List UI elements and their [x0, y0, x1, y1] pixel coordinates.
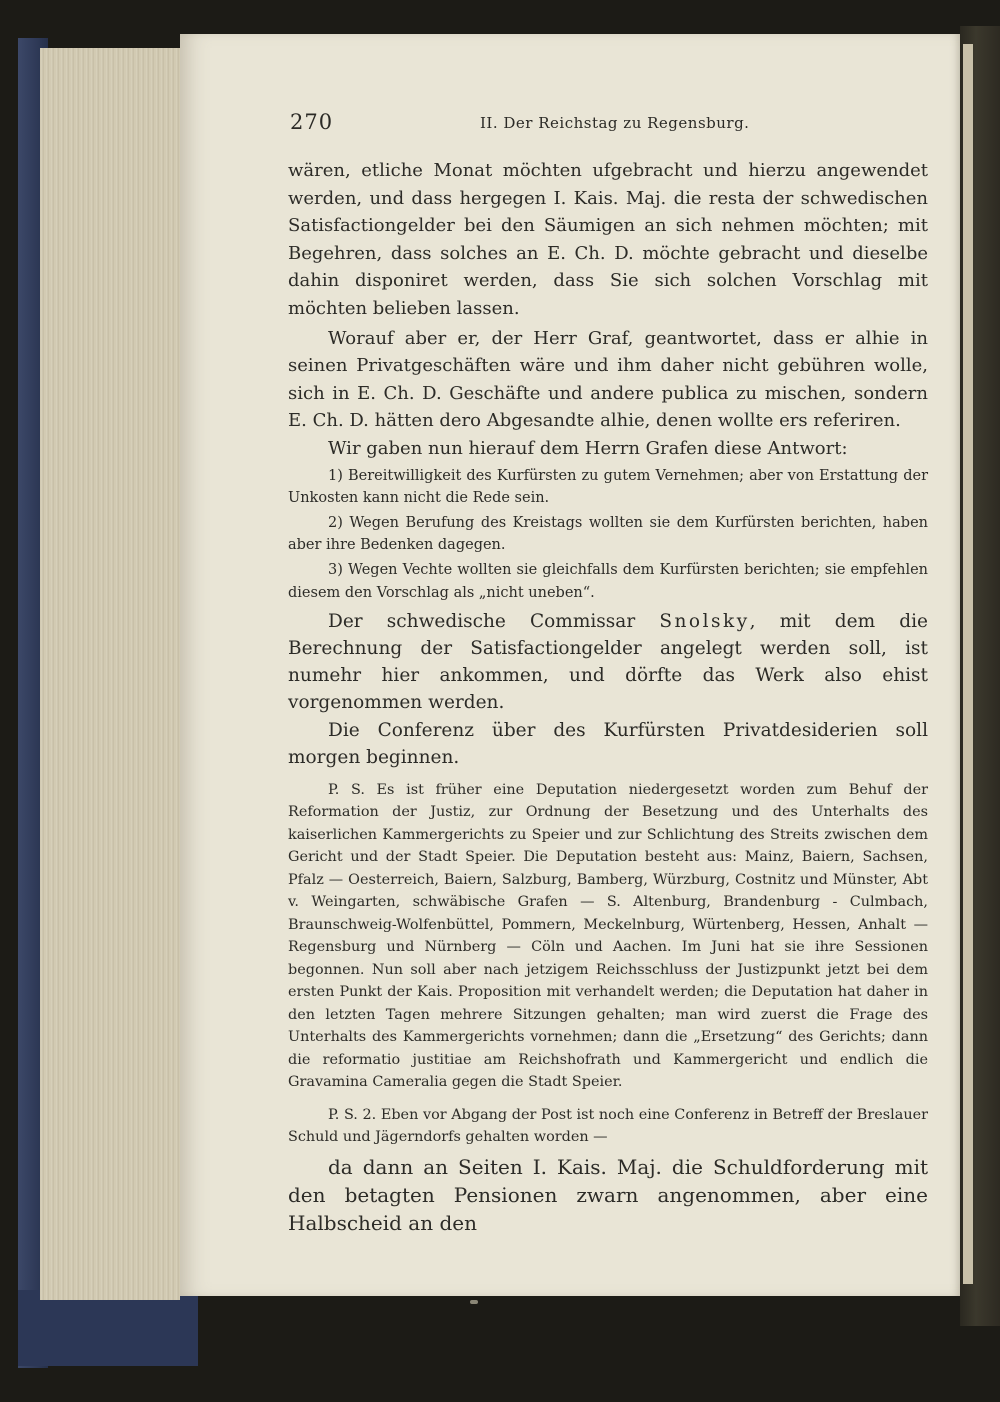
list-item: 2) Wegen Berufung des Kreistags wollten sie dem Kurfürsten berichten, haben aber ihre Bedenken dagegen.	[288, 514, 928, 554]
paragraph: Wir gaben nun hierauf dem Herrn Grafen diese Antwort:	[328, 437, 848, 459]
paragraph: Die Conferenz über des Kurfürsten Privatdesiderien soll morgen beginnen.	[288, 719, 928, 768]
page-number: 270	[290, 110, 334, 134]
postscript: P. S. Es ist früher eine Deputation niedergesetzt worden zum Behuf der Reformation der Justiz, zur Ordnung der Besetzung und des Unterhalts des kaiserlichen Kammergerichts zu Speier und zur Schlichtung des Streits zwischen dem Gericht und der Stadt Speier. Die Deputation besteht aus: Mainz, Baiern, Sachsen, Pfalz — Oesterreich, Baiern, Salzburg, Bamberg, Würzburg, Costnitz und Münster, Abt v. Weingarten, schwäbische Grafen — S. Altenburg, Brandenburg - Culmbach, Braunschweig-Wolfenbüttel, Pommern, Meckelnburg, Würtenberg, Hessen, Anhalt — Regensburg und Nürnberg — Cöln und Aachen. Im Juni hat sie ihre Sessionen begonnen. Nun soll aber nach jetzigem Reichsschluss der Justizpunkt jetzt bei dem ersten Punkt der Kais. Proposition mit verhandelt werden; die Deputation hat daher in den letzten Tagen mehrere Sitzungen gehalten; man wird zuerst die Frage des Unterhalts des Kammergerichts vornehmen; dann die „Ersetzung“ des Gerichts; dann die reformatio justitiae am Reichshofrath und Kammergericht und endlich die Gravamina Cameralia gegen die Stadt Speier.	[288, 781, 928, 1091]
paragraph: Worauf aber er, der Herr Graf, geantwortet, dass er alhie in seinen Privatgeschäften wäre und ihm daher nicht gebühren wolle, sich in E. Ch. D. Geschäfte und andere publica zu mischen, sondern E. Ch. D. hätten dero Abgesandte alhie, denen wollte ers referiren.	[288, 327, 928, 432]
person-name: Snolsky	[659, 610, 750, 632]
page-body	[288, 157, 928, 1237]
paragraph: wären, etliche Monat möchten ufgebracht und hierzu angewendet werden, und dass hergegen I. Kais. Maj. die resta der schwedischen Satisfactiongelder bei den Säumigen an sich nehmen möchten; mit Begehren, dass solches an E. Ch. D. möchte gebracht und dieselbe dahin disponiret werden, dass Sie sich solchen Vorschlag mit möchten belieben lassen.	[288, 160, 928, 319]
list-item: 3) Wegen Vechte wollten sie gleichfalls dem Kurfürsten berichten; sie empfehlen diesem den Vorschlag als „nicht uneben“.	[288, 562, 928, 601]
running-title: II. Der Reichstag zu Regensburg.	[480, 114, 750, 132]
paragraph	[288, 608, 928, 717]
next-page-edge	[963, 44, 973, 1284]
paragraph: da dann an Seiten I. Kais. Maj. die Schuldforderung mit den betagten Pensionen zwarn angenommen, aber eine Halbscheid an den	[288, 1154, 928, 1235]
list-item: 1) Bereitwilligkeit des Kurfürsten zu gutem Vernehmen; aber von Erstattung der Unkosten kann nicht die Rede sein.	[288, 467, 928, 506]
stacked-page-edges	[40, 48, 180, 1300]
page-header	[290, 110, 930, 140]
book-cover-corner	[18, 1290, 198, 1366]
print-mark	[470, 1300, 478, 1304]
paragraph-text: Der schwedische Commissar	[328, 610, 660, 632]
postscript: P. S. 2. Eben vor Abgang der Post ist noch eine Conferenz in Betreff der Breslauer Schuld und Jägerndorfs gehalten worden —	[288, 1106, 928, 1146]
paragraph-text: , mit dem die Berechnung der Satisfactiongelder angelegt werden soll, ist numehr hier ankommen, und dörfte das Werk also ehist vorgenommen werden.	[288, 610, 928, 714]
